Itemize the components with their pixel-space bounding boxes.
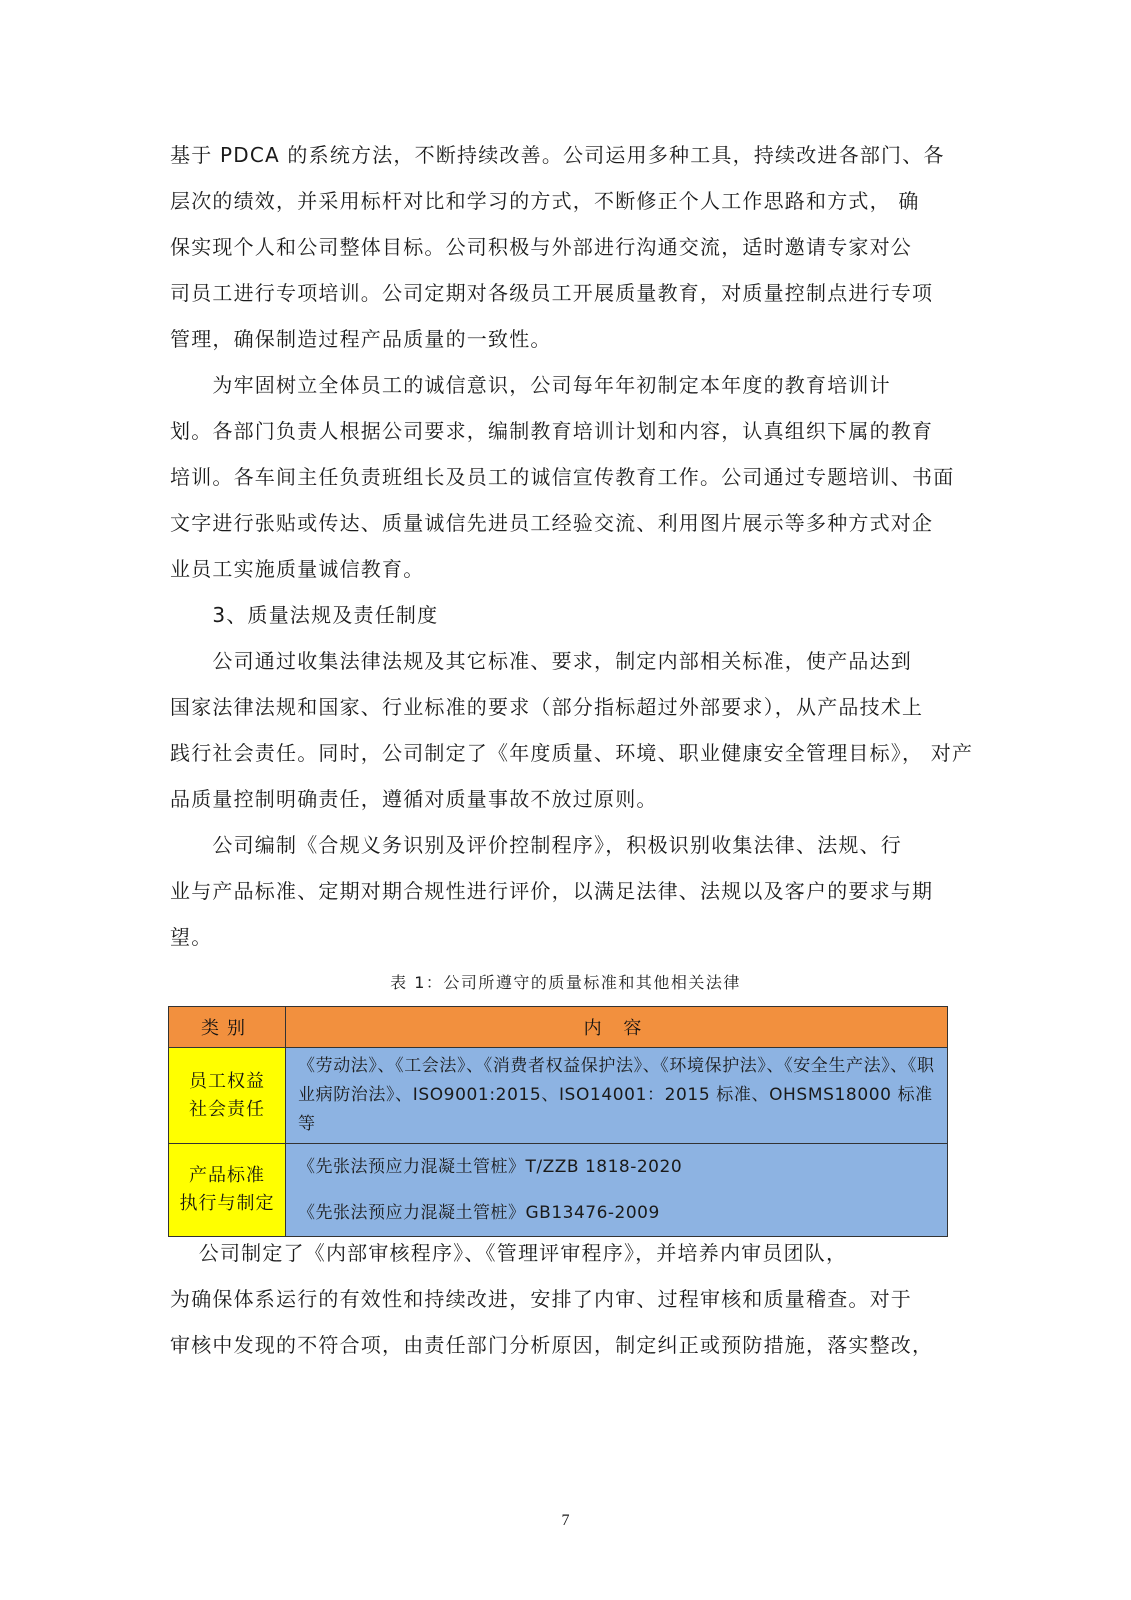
text-line: 业员工实施质量诚信教育。: [170, 557, 425, 581]
table-caption: 表 1：公司所遵守的质量标准和其他相关法律: [390, 973, 741, 992]
text-line: 国家法律法规和国家、行业标准的要求（部分指标超过外部要求），从产品技术上: [170, 695, 924, 719]
text-line: 践行社会责任。同时，公司制定了《年度质量、环境、职业健康安全管理目标》， 对产: [170, 741, 974, 765]
text-line: 培训。各车间主任负责班组长及员工的诚信宣传教育工作。公司通过专题培训、书面: [170, 465, 955, 489]
paragraph-integrity-training: [170, 362, 960, 592]
text-line: 文字进行张贴或传达、质量诚信先进员工经验交流、利用图片展示等多种方式对企: [170, 511, 934, 535]
section-heading: [170, 592, 960, 638]
text-line: 划。各部门负责人根据公司要求，编制教育培训计划和内容，认真组织下属的教育: [170, 419, 934, 443]
text-line: 望。: [170, 925, 213, 949]
text-line: 基于 PDCA 的系统方法，不断持续改善。公司运用多种工具，持续改进各部门、各: [170, 143, 945, 167]
heading-line: 3、质量法规及责任制度: [170, 603, 439, 627]
text-line: 层次的绩效，并采用标杆对比和学习的方式，不断修正个人工作思路和方式， 确: [170, 189, 920, 213]
text-line: 司员工进行专项培训。公司定期对各级员工开展质量教育，对质量控制点进行专项: [170, 281, 934, 305]
text-line: 为确保体系运行的有效性和持续改进，安排了内审、过程审核和质量稽查。对于: [170, 1287, 912, 1311]
standards-table: [168, 1006, 948, 1237]
text-line: 为牢固树立全体员工的诚信意识，公司每年年初制定本年度的教育培训计: [170, 373, 891, 397]
paragraph-regulations: [170, 638, 974, 822]
paragraph-compliance: [170, 822, 960, 960]
content-cell: [286, 1048, 948, 1144]
category-cell: [169, 1144, 286, 1237]
content-text: 《劳动法》、《工会法》、《消费者权益保护法》、《环境保护法》、《安全生产法》、《职业病防治法》、ISO9001:2015、ISO14001：2015 标准、OHSMS18000 标准等: [298, 1056, 935, 1134]
header-category: 类别: [169, 1007, 286, 1048]
text-line: 业与产品标准、定期对期合规性进行评价，以满足法律、法规以及客户的要求与期: [170, 879, 934, 903]
text-line: 公司编制《合规义务识别及评价控制程序》，积极识别收集法律、法规、行: [170, 833, 902, 857]
paragraph-pdca: [170, 132, 960, 362]
text-line: 公司通过收集法律法规及其它标准、要求，制定内部相关标准，使产品达到: [170, 649, 912, 673]
category-cell: [169, 1048, 286, 1144]
table-row: [169, 1048, 948, 1144]
page-number: 7: [561, 1512, 570, 1529]
text-line: 保实现个人和公司整体目标。公司积极与外部进行沟通交流，适时邀请专家对公: [170, 235, 912, 259]
standard-line: 《先张法预应力混凝土管桩》GB13476-2009: [298, 1203, 660, 1223]
header-content: 内 容: [286, 1007, 948, 1048]
text-line: 管理，确保制造过程产品质量的一致性。: [170, 327, 552, 351]
paragraph-internal-audit: [170, 1230, 960, 1368]
content-cell: [286, 1144, 948, 1237]
category-line: 员工权益: [189, 1070, 265, 1092]
text-line: 品质量控制明确责任，遵循对质量事故不放过原则。: [170, 787, 658, 811]
category-line: 执行与制定: [179, 1193, 275, 1214]
table-header-row: [169, 1007, 948, 1048]
table-row: [169, 1144, 948, 1237]
text-line: 审核中发现的不符合项，由责任部门分析原因，制定纠正或预防措施，落实整改，: [170, 1333, 934, 1357]
category-line: 社会责任: [189, 1098, 265, 1120]
standard-line: 《先张法预应力混凝土管桩》T/ZZB 1818-2020: [298, 1157, 683, 1177]
category-line: 产品标准: [189, 1165, 265, 1186]
text-line: 公司制定了《内部审核程序》、《管理评审程序》，并培养内审员团队，: [170, 1241, 848, 1265]
